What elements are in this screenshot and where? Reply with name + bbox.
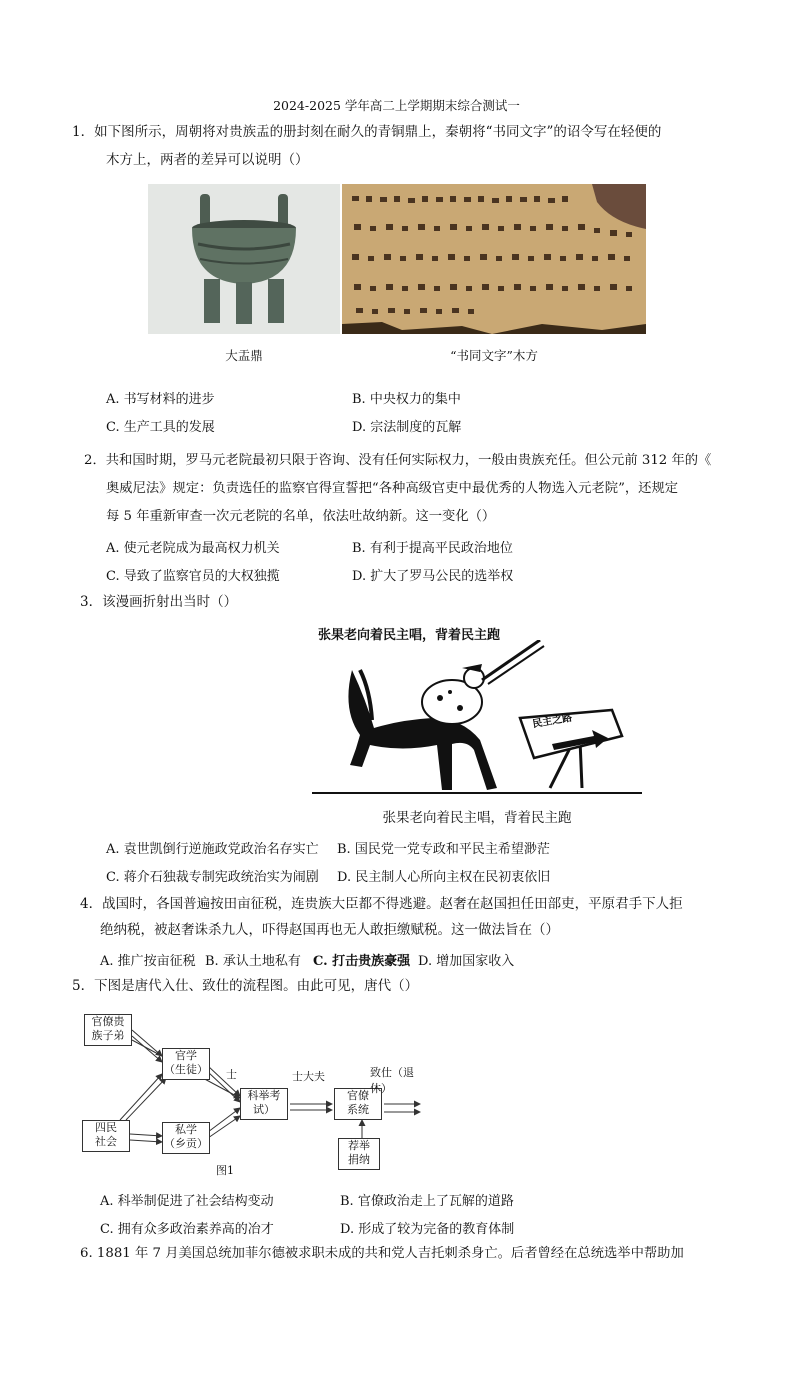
q4-stem-line2: 绝纳税，被赵奢诛杀九人，吓得赵国再也无人敢拒缴赋税。这一做法旨在（） xyxy=(100,922,559,938)
q3-caption: 张果老向着民主唱，背着民主跑 xyxy=(382,810,572,826)
q5-flowchart xyxy=(80,1008,430,1178)
q5-option-a[interactable]: A. 科举制促进了社会结构变动 xyxy=(100,1194,274,1209)
q1-option-d[interactable]: D. 宗法制度的瓦解 xyxy=(352,420,462,435)
q3-option-b[interactable]: B. 国民党一党专政和平民主希望渺茫 xyxy=(337,842,550,857)
q1-caption-right: “书同文字”木方 xyxy=(450,348,538,363)
q4-stem-line1: 4．战国时，各国普遍按田亩征税，连贵族大臣都不得逃避。赵奢在赵国担任田部吏，平原君手下人拒 xyxy=(80,896,683,912)
q2-option-a[interactable]: A. 使元老院成为最高权力机关 xyxy=(106,541,280,556)
q4-option-c[interactable]: C. 打击贵族豪强 xyxy=(313,954,411,969)
bronze-ding-image xyxy=(148,184,340,334)
label-shi: 士 xyxy=(226,1068,237,1081)
q4-option-d[interactable]: D. 增加国家收入 xyxy=(418,954,515,969)
q1-stem-line1: 1．如下图所示，周朝将对贵族盂的册封刻在耐久的青铜鼎上，秦朝将“书同文字”的诏令写在轻便的 xyxy=(72,124,662,140)
q3-option-d[interactable]: D. 民主制人心所向主权在民初衷依旧 xyxy=(337,870,551,885)
q2-option-c[interactable]: C. 导致了监察官员的大权独揽 xyxy=(106,569,280,584)
q1-option-c[interactable]: C. 生产工具的发展 xyxy=(106,420,215,435)
q3-stem: 3．该漫画折射出当时（） xyxy=(80,594,238,610)
q1-option-a[interactable]: A. 书写材料的进步 xyxy=(106,392,215,407)
box-officials-nobles: 官僚贵 族子弟 xyxy=(84,1014,132,1046)
cartoon-sign-text: 民主之路 xyxy=(531,712,573,731)
label-shidafu: 士大夫 xyxy=(292,1070,325,1083)
q3-option-a[interactable]: A. 袁世凯倒行逆施政党政治名存实亡 xyxy=(106,842,319,857)
q2-stem-line2: 奥威尼法》规定：负责选任的监察官得宣誓把“各种高级官吏中最优秀的人物选入元老院”，还规定 xyxy=(106,481,679,496)
box-private-school: 私学 （乡贡） xyxy=(162,1122,210,1154)
box-imperial-exam: 科举考 试） xyxy=(240,1088,288,1120)
zhang-guolao-cartoon xyxy=(312,640,642,798)
q5-option-b[interactable]: B. 官僚政治走上了瓦解的道路 xyxy=(340,1194,514,1209)
bamboo-slip-wooden-board-image xyxy=(342,184,646,334)
q1-caption-left: 大盂鼎 xyxy=(225,348,263,363)
q1-stem-line2: 木方上，两者的差异可以说明（） xyxy=(106,152,309,168)
box-bureaucracy: 官僚 系统 xyxy=(334,1088,382,1120)
q4-option-b[interactable]: B. 承认土地私有 xyxy=(205,954,301,969)
q3-option-c[interactable]: C. 蒋介石独裁专制宪政统治实为闹剧 xyxy=(106,870,319,885)
cartoon-title: 张果老向着民主唱，背着民主跑 xyxy=(318,628,501,643)
q5-option-c[interactable]: C. 拥有众多政治素养高的冶才 xyxy=(100,1222,274,1237)
q1-option-b[interactable]: B. 中央权力的集中 xyxy=(352,392,461,407)
box-four-classes: 四民 社会 xyxy=(82,1120,130,1152)
q2-stem-line1: 2．共和国时期，罗马元老院最初只限于咨询、没有任何实际权力，一般由贵族充任。但公元前 312 年的《 xyxy=(84,453,712,468)
figure-label: 图1 xyxy=(216,1164,234,1177)
page-title: 2024-2025 学年高二上学期期末综合测试一 xyxy=(273,98,520,113)
box-official-school: 官学 （生徒） xyxy=(162,1048,210,1080)
q2-option-d[interactable]: D. 扩大了罗马公民的选举权 xyxy=(352,569,514,584)
label-retirement: 致仕（退休） xyxy=(370,1066,414,1095)
box-recommend-donate: 荐举 捐纳 xyxy=(338,1138,380,1170)
q4-option-a[interactable]: A. 推广按亩征税 xyxy=(100,954,196,969)
q2-stem-line3: 每 5 年重新审查一次元老院的名单，依法吐故纳新。这一变化（） xyxy=(106,509,496,524)
q5-stem: 5．下图是唐代入仕、致仕的流程图。由此可见，唐代（） xyxy=(72,978,419,994)
q5-option-d[interactable]: D. 形成了较为完备的教育体制 xyxy=(340,1222,515,1237)
q2-option-b[interactable]: B. 有利于提高平民政治地位 xyxy=(352,541,513,556)
q6-stem-line1: 6. 1881 年 7 月美国总统加菲尔德被求职未成的共和党人吉托刺杀身亡。后者曾经在总统选举中帮助加 xyxy=(80,1246,684,1261)
